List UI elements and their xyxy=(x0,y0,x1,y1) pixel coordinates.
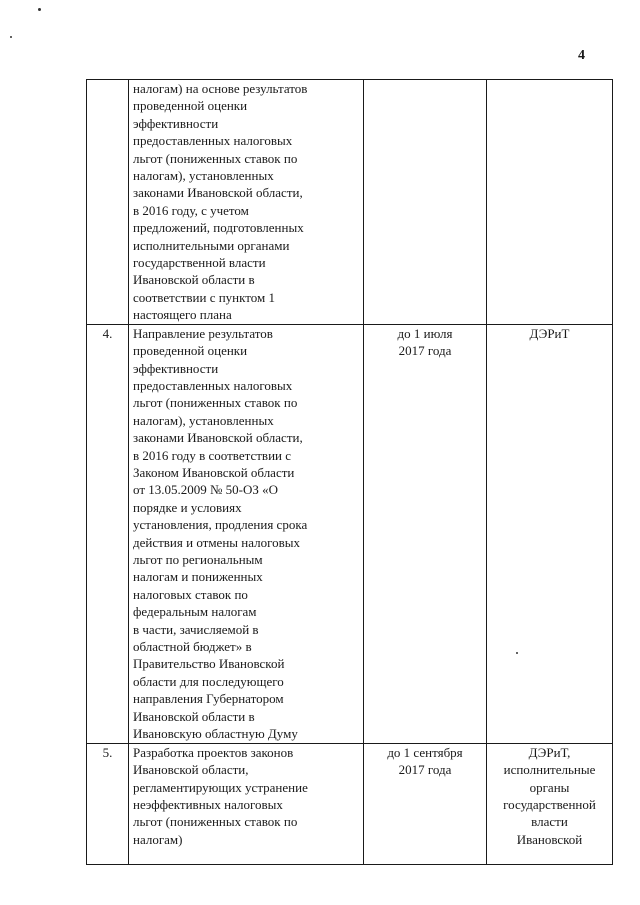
row-executor: ДЭРиТ xyxy=(487,324,613,743)
table-row xyxy=(87,324,613,743)
row-description: налогам) на основе результатов проведенной оценки эффективности предоставленных налоговых льгот (пониженных ставок по налогам), установленных законами Ивановской области, в 2016 году, с учетом предложений, подготовленных исполнительными органами государственной власти Ивановской области в соответствии с пунктом 1 настоящего плана xyxy=(129,80,364,325)
page-number: 4 xyxy=(578,48,585,63)
row-number: 5. xyxy=(87,743,129,864)
row-deadline: до 1 сентября 2017 года xyxy=(364,743,487,864)
plan-table xyxy=(86,79,613,865)
row-number: 4. xyxy=(87,324,129,743)
table-row xyxy=(87,80,613,325)
table-row xyxy=(87,743,613,864)
row-number xyxy=(87,80,129,325)
row-description: Разработка проектов законов Ивановской области, регламентирующих устранение неэффективных налоговых льгот (пониженных ставок по налогам) xyxy=(129,743,364,864)
scan-speck xyxy=(38,8,41,11)
row-executor xyxy=(487,80,613,325)
row-deadline xyxy=(364,80,487,325)
row-executor: ДЭРиТ, исполнительные органы государственной власти Ивановской xyxy=(487,743,613,864)
row-description: Направление результатов проведенной оценки эффективности предоставленных налоговых льгот (пониженных ставок по налогам), установленных законами Ивановской области, в 2016 году в соответствии с Законом Ивановской области от 13.05.2009 № 50-ОЗ «О порядке и условиях установления, продления срока действия и отмены налоговых льгот по региональным налогам и пониженных налоговых ставок по федеральным налогам в части, зачисляемой в областной бюджет» в Правительство Ивановской области для последующего направления Губернатором Ивановской области в Ивановскую областную Думу xyxy=(129,324,364,743)
scan-speck xyxy=(10,36,12,38)
row-deadline: до 1 июля 2017 года xyxy=(364,324,487,743)
